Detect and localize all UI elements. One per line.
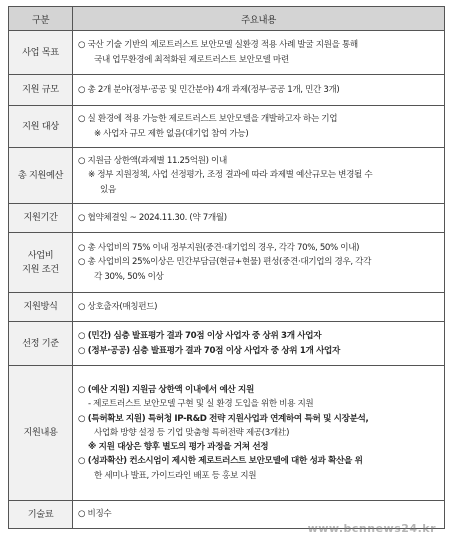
header-category: 구분 [9,7,73,31]
table-row [9,322,445,366]
row-label [9,31,73,75]
row-label [9,233,73,293]
table-row [9,106,445,148]
content-line: ○ (성과확산) 컨소시엄이 제시한 제로트러스트 보안모델에 대한 성과 확산을 위 [78,456,363,467]
row-label-text: 지원 대상 [22,120,59,132]
row-label-text: 지원기간 [23,212,58,223]
row-content [73,293,445,322]
row-label [9,322,73,366]
row-label-text: 총 지원예산 [17,169,64,181]
table-row [9,293,445,322]
table-row [9,31,445,75]
content-note: ※ 사업자 규모 제한 없음(대기업 참여 가능) [94,128,249,139]
content-line: ○ (정부·공공) 심층 발표평가 결과 70점 이상 사업자 중 상위 1개 사업자 [78,345,340,356]
content-note: ※ 지원 대상은 향후 별도의 평가 과정을 거쳐 선정 [88,442,269,453]
row-label-text: 사업 목표 [22,46,59,58]
watermark: www.bcnnews24.kr [307,522,436,535]
content-subline: - 제로트러스트 보안모델 구현 및 실 환경 도입을 위한 비용 지원 [88,399,314,410]
row-label [9,204,73,233]
row-content [73,366,445,501]
content-line: ○ 지원금 상한액(과제별 11.25억원) 이내 [78,156,227,167]
content-line-continued: 사업화 방향 설정 등 기업 맞춤형 특허전략 제공(3개社) [94,427,290,438]
row-label [9,293,73,322]
row-label-text: 선정 기준 [22,337,59,349]
content-line: ○ 실 환경에 적용 가능한 제로트러스트 보안모델을 개발하고자 하는 기업 [78,114,338,125]
content-line: ○ (예산 지원) 지원금 상한액 이내에서 예산 지원 [78,385,254,396]
header-main-content: 주요내용 [73,7,445,31]
table-row [9,204,445,233]
content-line: ○ 총 사업비의 75% 이내 정부지원(중견·대기업의 경우, 각각 70%, 50% 이내) [78,243,360,254]
row-content [73,31,445,75]
row-content [73,204,445,233]
content-line-continued: 한 세미나 발표, 가이드라인 배포 등 홍보 지원 [94,470,257,481]
content-line-continued: 각 30%, 50% 이상 [94,271,164,282]
row-label [9,501,73,529]
content-line: ○ 국산 기술 기반의 제로트러스트 보안모델 실환경 적용 사례 발굴 지원을 통해 [78,40,358,51]
row-label-text: 사업비 [27,249,54,261]
content-note-continued: 있음 [100,184,116,195]
content-line: ○ (민간) 심층 발표평가 결과 70점 이상 사업자 중 상위 3개 사업자 [78,331,322,342]
table-row [9,233,445,293]
row-content [73,233,445,293]
row-label-text: 지원방식 [23,301,58,312]
row-content [73,322,445,366]
row-label-text: 지원 조건 [22,263,59,275]
content-line: ○ 총 2개 분야(정부·공공 및 민간분야) 4개 과제(정부·공공 1개, 민간 3개) [78,84,340,95]
row-label [9,75,73,106]
content-line: ○ 총 사업비의 25%이상은 민간부담금(현금+현물) 편성(중견·대기업의 경우, 각각 [78,257,372,268]
row-label [9,366,73,501]
row-label-text: 지원 규모 [22,84,59,95]
table-row [9,148,445,204]
content-line: ○ (특허확보 지원) 특허청 IP-R&D 전략 지원사업과 연계하여 특허 및 시장분석, [78,413,369,424]
table-header-row [9,7,445,31]
program-summary-table [8,6,445,529]
row-content [73,106,445,148]
row-label [9,106,73,148]
content-line: 국내 업무환경에 최적화된 제로트러스트 보안모델 마련 [94,54,289,65]
row-label-text: 기술료 [27,508,54,520]
content-line: ○ 협약체결일 ~ 2024.11.30. (약 7개월) [78,212,227,223]
row-label-text: 지원내용 [23,427,58,438]
row-content [73,148,445,204]
row-label [9,148,73,204]
table-row [9,75,445,106]
content-line: ○ 비징수 [78,509,112,520]
row-content [73,75,445,106]
table-row [9,366,445,501]
content-line: ○ 상호출자(매칭펀드) [78,301,158,312]
content-note: ※ 정부 지원정책, 사업 선정평가, 조정 결과에 따라 과제별 예산규모는 변경될 수 [88,170,373,181]
